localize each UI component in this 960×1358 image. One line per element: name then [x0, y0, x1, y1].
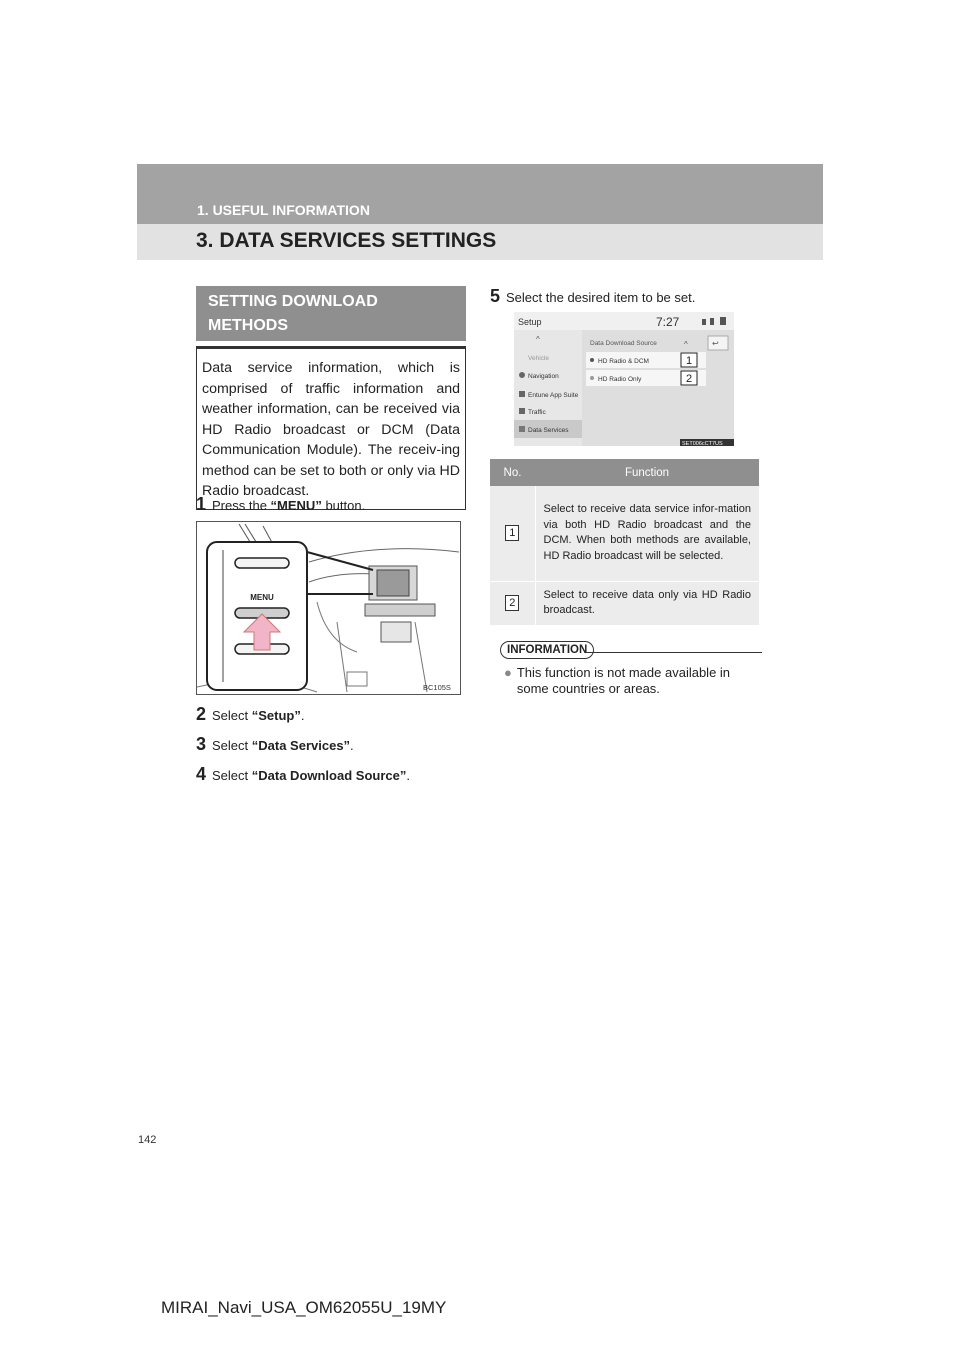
step-text-end: . [300, 708, 305, 723]
option-hd-radio-dcm: HD Radio & DCM [598, 358, 649, 365]
step-text-end: . [406, 768, 410, 783]
menu-item-vehicle: Vehicle [528, 355, 549, 362]
step-number: 1 [196, 494, 207, 514]
menu-item-navigation: Navigation [528, 373, 559, 380]
step-3 [196, 734, 354, 755]
setting-box [196, 286, 466, 510]
number-box: 1 [505, 525, 519, 541]
left-column [196, 286, 466, 784]
menu-button-label: MENU [250, 593, 274, 602]
information-text: This function is not made available in some countries or areas. [516, 665, 731, 696]
figure-code: BC105S [423, 683, 451, 692]
page-title: 3. DATA SERVICES SETTINGS [196, 229, 497, 252]
setting-box-body: Data service information, which is comprised of traffic information and weather information, can be received via HD Radio broadcast or DCM (Data Communication Module). The receiv-ing method can be set to both or only via HD Radio broadcast. [196, 346, 466, 510]
step-number: 5 [490, 286, 501, 306]
page-number: 142 [138, 1134, 157, 1146]
step-text-end: . [350, 738, 354, 753]
figure-code: SET006cCT7US [682, 441, 723, 446]
step-number: 3 [196, 734, 207, 754]
step-text: Select [212, 708, 252, 723]
bullet-icon: ● [504, 665, 512, 680]
dashboard-figure [197, 522, 460, 694]
setup-screen [514, 312, 734, 446]
function-table [490, 459, 759, 626]
step-keyword: “Data Services” [251, 738, 351, 753]
header-band [137, 164, 823, 224]
step-1 [196, 494, 365, 515]
number-box: 2 [505, 595, 519, 611]
step-keyword: “Setup” [251, 708, 301, 723]
information-item [504, 665, 756, 697]
table-row [490, 486, 759, 581]
table-header-row [490, 459, 759, 486]
setting-box-title-line2: METHODS [208, 317, 288, 334]
row-number [490, 486, 535, 581]
up-arrow-icon: ^ [536, 335, 540, 344]
scroll-up-icon: ^ [684, 340, 688, 349]
step-number: 2 [196, 704, 207, 724]
row-function-text: Select to receive data only via HD Radio broadcast. [535, 581, 759, 625]
step-keyword: “MENU” [270, 498, 322, 513]
header-function: Function [535, 459, 759, 486]
row-number [490, 581, 535, 625]
step-text: Press the [212, 498, 271, 513]
step-text: Select [212, 768, 252, 783]
information-divider [586, 652, 762, 653]
row-function-text: Select to receive data service infor-mation via both HD Radio broadcast and the DCM. When both methods are available, HD Radio broadcast will be selected. [535, 486, 759, 581]
section-title: 1. USEFUL INFORMATION [197, 202, 370, 218]
step-text-end: button. [321, 498, 366, 513]
step-number: 4 [196, 764, 207, 784]
menu-button-illustration [196, 521, 461, 695]
screen-title: Setup [518, 317, 542, 327]
step-5 [490, 286, 695, 307]
callout-1: 1 [686, 355, 693, 367]
setting-box-title-line1: SETTING DOWNLOAD [208, 293, 378, 310]
menu-item-traffic: Traffic [528, 409, 546, 416]
setup-screen-illustration [514, 312, 734, 446]
document-footer: MIRAI_Navi_USA_OM62055U_19MY [161, 1298, 447, 1317]
step-text: Select the desired item to be set. [506, 290, 696, 305]
information-label: INFORMATION [500, 641, 594, 659]
table-row [490, 581, 759, 625]
setting-box-title [196, 286, 466, 341]
back-icon: ↩ [712, 339, 719, 348]
option-hd-radio-only: HD Radio Only [598, 376, 642, 383]
panel-title: Data Download Source [590, 340, 657, 347]
step-2 [196, 704, 305, 725]
menu-item-entune: Entune App Suite [528, 392, 579, 399]
screen-time: 7:27 [656, 315, 680, 329]
menu-item-data-services: Data Services [528, 427, 569, 434]
title-band [137, 224, 823, 260]
step-text: Select [212, 738, 252, 753]
header-no: No. [490, 459, 535, 486]
callout-2: 2 [686, 373, 693, 385]
step-4 [196, 764, 410, 785]
step-keyword: “Data Download Source” [251, 768, 407, 783]
